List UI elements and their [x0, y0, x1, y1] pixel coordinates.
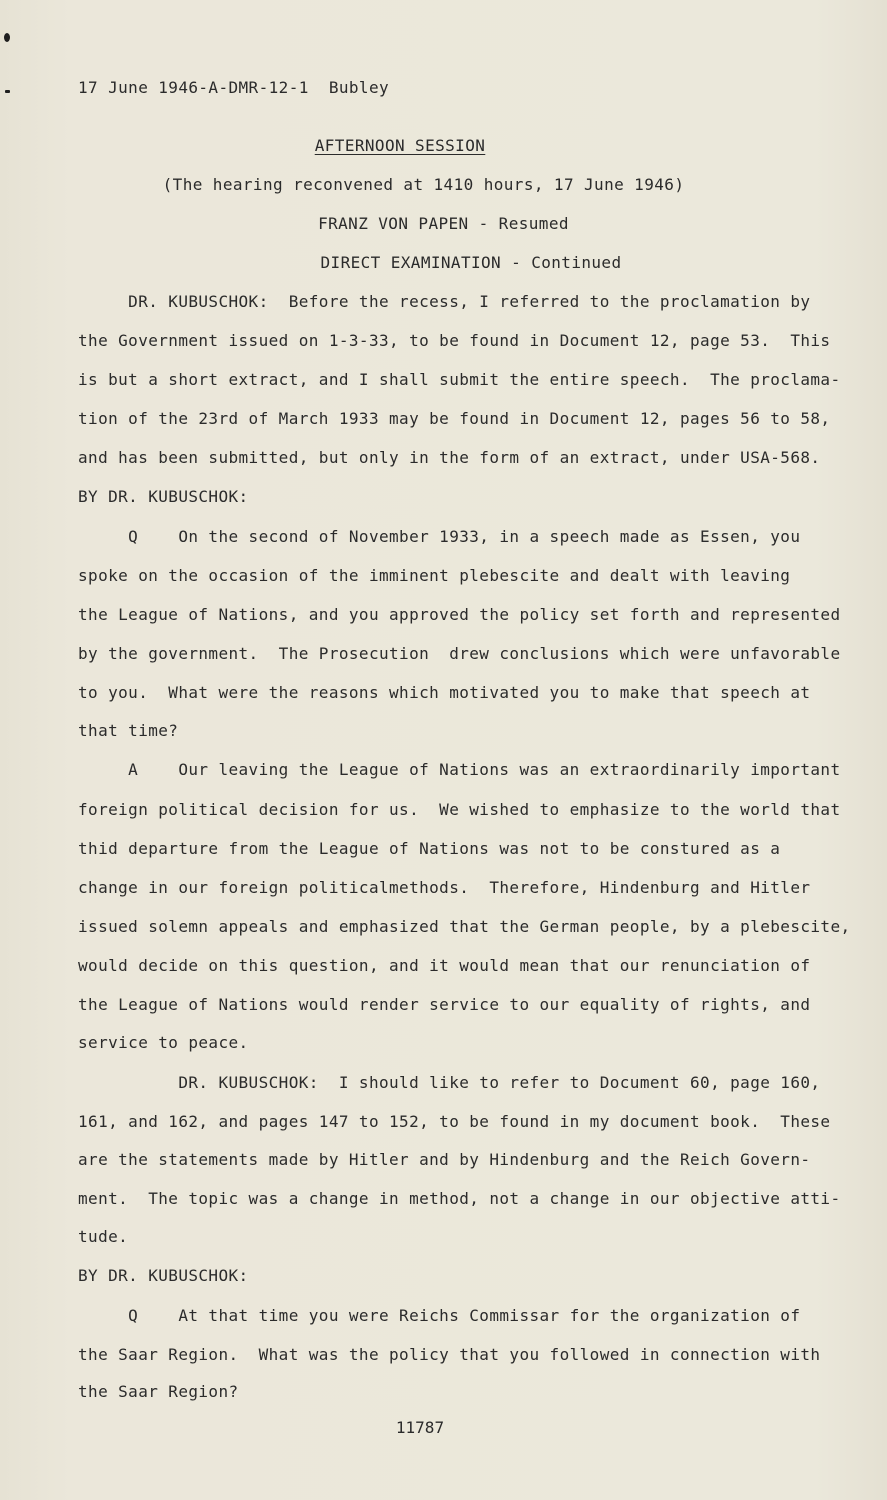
witness-name: FRANZ VON PAPEN - Resumed	[318, 214, 569, 233]
body-line: A Our leaving the League of Nations was an extraordinarily important	[78, 760, 841, 779]
document-reference: 17 June 1946-A-DMR-12-1 Bubley	[78, 78, 390, 97]
edge-mark	[5, 90, 10, 93]
body-line: DR. KUBUSCHOK: I should like to refer to Document 60, page 160,	[78, 1073, 821, 1092]
body-line: would decide on this question, and it would mean that our renunciation of	[78, 956, 811, 975]
body-line: by the government. The Prosecution drew conclusions which were unfavorable	[78, 644, 841, 663]
body-line: tion of the 23rd of March 1933 may be found in Document 12, pages 56 to 58,	[78, 409, 831, 428]
page-number: 11787	[395, 1418, 445, 1437]
body-line: the League of Nations, and you approved the policy set forth and represented	[78, 605, 841, 624]
body-line: service to peace.	[78, 1033, 249, 1052]
speaker-heading: BY DR. KUBUSCHOK:	[78, 1266, 249, 1285]
body-line: and has been submitted, but only in the form of an extract, under USA-568.	[78, 448, 821, 467]
body-line: change in our foreign politicalmethods. Therefore, Hindenburg and Hitler	[78, 878, 811, 897]
body-line: tude.	[78, 1227, 129, 1246]
body-line: ment. The topic was a change in method, not a change in our objective atti-	[78, 1189, 841, 1208]
body-line: is but a short extract, and I shall submit the entire speech. The proclama-	[78, 370, 841, 389]
body-line: 161, and 162, and pages 147 to 152, to be found in my document book. These	[78, 1112, 831, 1131]
session-title: AFTERNOON SESSION	[314, 136, 486, 155]
speaker-heading: BY DR. KUBUSCHOK:	[78, 487, 249, 506]
reconvened-note: (The hearing reconvened at 1410 hours, 17 June 1946)	[162, 175, 685, 194]
examination-heading: DIRECT EXAMINATION - Continued	[320, 253, 622, 272]
punch-hole-mark	[4, 33, 10, 42]
body-line: thid departure from the League of Nations was not to be constured as a	[78, 839, 781, 858]
body-line: the Government issued on 1-3-33, to be found in Document 12, page 53. This	[78, 331, 831, 350]
body-line: are the statements made by Hitler and by Hindenburg and the Reich Govern-	[78, 1150, 811, 1169]
body-line: foreign political decision for us. We wished to emphasize to the world that	[78, 800, 841, 819]
body-line: that time?	[78, 721, 179, 740]
body-line: Q On the second of November 1933, in a speech made as Essen, you	[78, 527, 801, 546]
body-line: to you. What were the reasons which motivated you to make that speech at	[78, 683, 811, 702]
body-line: the League of Nations would render service to our equality of rights, and	[78, 995, 811, 1014]
body-line: spoke on the occasion of the imminent plebescite and dealt with leaving	[78, 566, 791, 585]
body-line: Q At that time you were Reichs Commissar for the organization of	[78, 1306, 801, 1325]
body-line: DR. KUBUSCHOK: Before the recess, I referred to the proclamation by	[78, 292, 811, 311]
body-line: the Saar Region?	[78, 1382, 239, 1401]
body-line: issued solemn appeals and emphasized that the German people, by a plebescite,	[78, 917, 851, 936]
body-line: the Saar Region. What was the policy that you followed in connection with	[78, 1345, 821, 1364]
